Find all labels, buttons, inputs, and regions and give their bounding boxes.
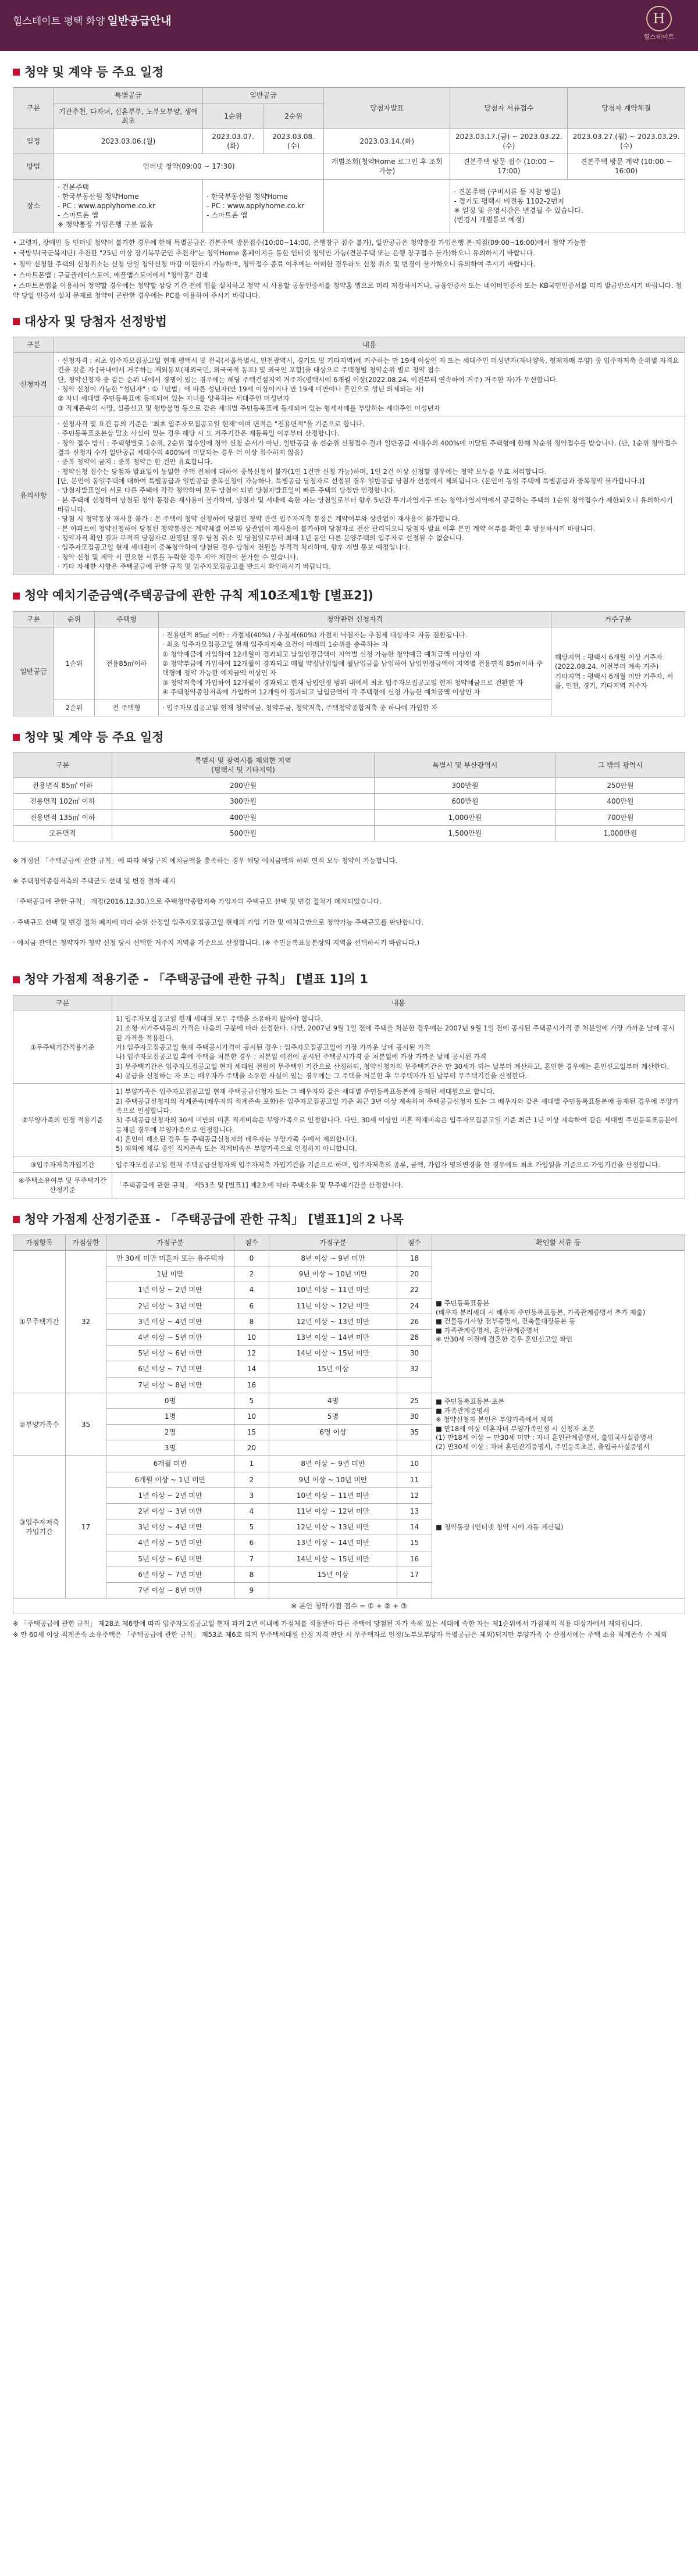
score-range-cell: 8년 이상 ~ 9년 미만 (269, 1456, 397, 1472)
score-points-cell (397, 1377, 432, 1393)
score-range-cell: 4명 (269, 1393, 397, 1408)
score-points-cell: 24 (397, 1298, 432, 1314)
score-points-cell: 11 (397, 1472, 432, 1487)
score-points-cell: 2 (234, 1266, 269, 1282)
score-points-cell: 20 (234, 1440, 269, 1456)
score-range-cell: 7년 이상 ~ 8년 미만 (106, 1582, 234, 1598)
table-row: ④주택소유여부 및 무주택기간 산정기준 「주택공급에 관한 규칙」 제53조 및 [별표1] 제2호에 따라 주택소유 및 무주택기간을 산정합니다. (13, 1172, 685, 1198)
bullet-square-icon (13, 1216, 20, 1223)
score-criteria-table: 구분 내용 ①무주택기간적용기준 1) 입주자모집공고일 현재 세대원 모두 주택을 소유하지 않아야 합니다. 2) 소형·저가주택등의 가격은 다음의 구분에 따라 산정한다. 다만, 2007년 9월 1일 전에 주택을 처분한 경우에는 2007년 9월 1일 전에 공시된 주택공시가격 중 처분일에 가장 가까운 날에 공시된 가격을 적용한다. 가) 입주자모집공고일 현재 주택공시가격이 공시된 경우 : 입주자모집공고일에 가장 가까운 날에 공시된 가격 나) 입주자모집공고일 후에 주택을 처분한 경우 : 처분일 이전에 공시된 주택공시가격 중 처분일에 가장 가까운 날에 공시된 가격 3) 무주택기간은 입주자모집공고일 현재 세대원 전원이 무주택인 기간으로 산정하되, 청약신청자의 무주택기간은 만 30세가 되는 날부터 계산하고, 혼인한 경우에는 혼인신고일부터 계산한다. 4) 공급을 신청하는 자 또는 배우자가 주택을 소유한 사실이 있는 경우에는 그 주택을 처분한 후 무주택자가 된 날부터 무주택기간을 산정한다. ②부양가족의 인정 적용기준 1) 부양가족은 입주자모집공고일 현재 주택공급신청자 또는 그 배우자와 같은 세대별 주민등록표등본에 등재된 세대원으로 합니다. 2) 주택공급신청자의 직계존속(배우자의 직계존속 포함)은 입주자모집공고일 기준 최근 3년 이상 계속하여 주택공급신청자 또는 그 배우자와 같은 세대별 주민등록표등본에 등재된 경우에 부양가족으로 인정합니다. 3) 주택공급신청자의 30세 미만의 미혼 직계비속은 부양가족으로 인정합니다. 다만, 30세 이상인 미혼 직계비속은 입주자모집공고일 기준 최근 1년 이상 계속하여 같은 세대별 주민등록표등본에 등재된 경우에 부양가족으로 인정합니다. 4) 혼인이 해소된 경우 등 주택공급신청자의 배우자는 부양가족 수에서 제외합니다. 5) 해외에 체류 중인 직계존속 또는 직계비속은 부양가족으로 인정하지 아니합니다. ③입주자저축가입기간 입주자모집공고일 현재 주택공급신청자의 입주자저축 가입기간을 기준으로 하며, 입주자저축의 종류, 금액, 가입자 명의변경을 한 경우에도 최초 가입일을 기준으로 가입기간을 산정합니다. ④주택소유여부 및 무주택기간 산정기준 「주택공급에 관한 규칙」 제53조 및 [별표1] 제2호에 따라 주택소유 및 무주택기간을 산정합니다. (13, 995, 685, 1198)
score-points-cell: 12 (397, 1487, 432, 1503)
bullet-square-icon (13, 734, 20, 741)
score-docs-cell: ■ 주민등록표등본·초본 ■ 가족관계증명서 ※ 청약신청자 본인은 부양가족에서 제외 ■ 만18세 이상 미혼자녀 부양가족인정 시 신청자 초본 (1) 만18세 이상 ~ 만30세 미만 : 자녀 혼인관계증명서, 출입국사실증명서 (2) 만30세 이상 : 자녀 혼인관계증명서, 주민등록초본, 출입국사실증명서 (432, 1393, 685, 1456)
notes: ※ 개정된 「주택공급에 관한 규칙」에 따라 해당구의 예치금액을 충족하는 경우 해당 예치금액의 하위 면적 모두 청약이 가능합니다. ※ 주택청약종합저축의 주택군도 선택 및 변경 절차 폐지 「주택공급에 관한 규칙」 개정(2016.12.30.)으로 주택청약종합저축 가입자의 주택규모 선택 및 변경 절차가 폐지되었습니다. · 주택규모 선택 및 변경 절차 폐지에 따라 순위 산정일 입주자모집공고일 현재의 가입 기간 및 예치금만으로 청약가능 주택규모를 판단합니다. · 예치금 잔액은 청약자가 청약 신청 당시 선택한 거주지 지역을 기준으로 산정합니다. (※ 주민등록표등본상의 지역을 선택하시기 바랍니다.) (13, 856, 424, 947)
score-points-cell: 26 (397, 1314, 432, 1329)
section-schedule (0, 64, 698, 301)
score-item-max: 32 (66, 1251, 106, 1393)
score-points-cell (397, 1440, 432, 1456)
score-points-cell: 8 (234, 1314, 269, 1329)
section-eligibility (0, 313, 698, 575)
section-title: 청약 및 계약 등 주요 일정 (24, 65, 164, 79)
score-range-cell: 1년 미만 (106, 1266, 234, 1282)
score-points-cell: 6 (234, 1298, 269, 1314)
score-item-label: ①무주택기간 (13, 1251, 66, 1393)
score-range-cell: 10년 이상 ~ 11년 미만 (269, 1282, 397, 1298)
section-score-table (0, 1211, 698, 1640)
score-docs-cell: ■ 주민등록표등본 (배우자 분리세대 시 배우자 주민등록표등본, 가족관계증명서 추가 제출) ■ 건물등기사항 전부증명서, 건축물대장등본 등 ■ 가족관계증명서, 혼인관계증명서 ※ 만30세 이전에 결혼한 경우 혼인신고일 확인 (432, 1251, 685, 1393)
logo-name: 힐스테이트 (643, 33, 675, 41)
score-points-cell: 16 (234, 1377, 269, 1393)
table-row: 전용면적 85㎡ 이하 200만원 300만원 250만원 (13, 778, 685, 794)
score-points-cell: 14 (234, 1361, 269, 1377)
score-points-cell: 12 (234, 1346, 269, 1361)
table-row: 일정 2023.03.06.(월) 2023.03.07.(화) 2023.03.08.(수) 2023.03.14.(화) 2023.03.17.(금) ~ 2023.03.22.(수) 2023.03.27.(월) ~ 2023.03.29.(수) (13, 129, 685, 154)
score-points-cell: 3 (234, 1487, 269, 1503)
score-range-cell: 1년 이상 ~ 2년 미만 (106, 1487, 234, 1503)
score-range-cell: 5년 이상 ~ 6년 미만 (106, 1551, 234, 1567)
table-row: 전용면적 102㎡ 이하 300만원 600만원 400만원 (13, 794, 685, 809)
table-row: 유의사항 · 신청자격 및 요건 등의 기준은 "최초 입주자모집공고일 현재"이며 면적은 "전용면적"을 기준으로 합니다. · 주민등록표초본상 말소 사실이 있는 경우 해당 시 도 거주기간은 재등록일 이후부터 산정합니다. · 청약 접수 방식 : 주택형별로 1순위, 2순위 접수일에 청약 신청 순서가 아닌, 일반공급 총 선순위 신청접수 결과 일반공급 세대수의 400%에 미달된 주택형에 한해 차순위 청약접수를 받습니다. (단, 1순위 청약접수 결과 신청자 수가 일반공급 세대수의 400%에 미달되는 경우 더 이상 접수하지 않음) · 중복 청약이 금지 : 중복 청약은 한 건만 유효합니다. · 청약신청 접수는 당첨자 발표일이 동일한 주택 전체에 대하여 중복신청이 불가(1인 1건만 신청 가능)하며, 1인 2건 이상 신청할 경우에는 청약 모두를 무효 처리합니다. [단, 본인이 동일주택에 대하여 특별공급과 일반공급 중복신청이 가능하나, 특별공급 당첨자로 선정될 경우 일반공급 당첨자 선정에서 제외됩니다. (본인이 동일 주택에 특별공급과 중복청약 불가합니다.)] · 당첨자발표일이 서로 다른 주택에 각각 청약하여 모두 당첨이 되면 당첨자발표일이 빠른 주택의 당첨만 인정합니다. · 본 주택에 신청하여 당첨된 청약 통장은 재사용이 불가하며, 당첨자 및 세대에 속한 자는 당첨일로부터 향후 5년간 투기과열지구 또는 청약과열지역에서 공급하는 주택의 1순위 청약접수가 제한되오니 유의하시기 바랍니다. · 당첨 시 청약통장 재사용 불가 : 본 주택에 청약 신청하여 당첨된 청약 관련 입주자저축 통장은 계약여부와 상관없이 재사용이 불가합니다. · 본 아파트에 청약신청하여 당첨된 청약통장은 계약체결 여부와 상관없이 재사용이 불가하며 당첨자로 전산 관리되오니 당첨자 발표 이후 본인 계약 여부를 확인 후 방문하시기 바랍니다. · 청약자격 확인 결과 부적격 당첨자로 판명된 경우 당첨 취소 및 당첨일로부터 최대 1년 동안 다른 분양주택의 입주자로 선정될 수 없습니다. · 입주자모집공고일 현재 세대원이 중복청약하여 당첨된 경우 당첨자 전원을 부적격 처리하며, 향후 개별 통보 예정입니다. · 청약 신청 및 계약 시 필요한 서류를 누락한 경우 계약 체결이 불가할 수 있습니다. · 기타 자세한 사항은 주택공급에 관한 규칙 및 입주자모집공고를 반드시 확인하시기 바랍니다. (13, 416, 685, 575)
score-range-cell: 1명 (106, 1408, 234, 1424)
score-range-cell: 15년 이상 (269, 1567, 397, 1582)
score-range-cell: 13년 이상 ~ 14년 미만 (269, 1329, 397, 1345)
section-title: 청약 예치기준금액(주택공급에 관한 규칙 제10조제1항 [별표2]) (24, 588, 373, 603)
score-range-cell: 4년 이상 ~ 5년 미만 (106, 1535, 234, 1551)
score-range-cell (269, 1440, 397, 1456)
table-row: 일반공급 1순위 전용85㎡이하 · 전용면적 85㎡ 이하 : 가점제(40%) / 추첨제(60%) 가점제 낙첨자는 추첨제 대상자로 자동 전환됩니다. · 최초 입주자모집공고일 현재 입주자저축 요건이 아래의 1순위를 충족하는 자 ① 청약예금에 가입하여 12개월이 경과되고 납입인정금액이 지역별 신청 가능한 청약예금 예치금액 이상인 자 ② 청약부금에 가입하여 12개월이 경과되고 매월 약정납입일에 월납입금을 납입하여 납입인정금액이 지역별 전용면적 85㎡이하 주택형에 청약 가능한 예치금액 이상인 자 ③ 청약저축에 가입하여 12개월이 경과되고 현재 납입인정 범위 내에서 최초 입주자모집공고일 현재 청약예금으로 전환한 자 ④ 주택청약종합저축에 가입하여 12개월이 경과되고 납입금액이 각 주택형에 신청 가능한 예치금액 이상인 자 해당지역 : 평택시 6개월 이상 거주자(2022.08.24. 이전부터 계속 거주) 기타지역 : 평택시 6개월 미만 거주자, 서울, 인천, 경기, 기타지역 거주자 (13, 627, 685, 700)
deposit-table: 구분 순위 주택형 청약관련 신청자격 거주구분 일반공급 1순위 전용85㎡이하 · 전용면적 85㎡ 이하 : 가점제(40%) / 추첨제(60%) 가점제 낙첨자는 추첨제 대상자로 자동 전환됩니다. · 최초 입주자모집공고일 현재 입주자저축 요건이 아래의 1순위를 충족하는 자 ① 청약예금에 가입하여 12개월이 경과되고 납입인정금액이 지역별 신청 가능한 청약예금 예치금액 이상인 자 ② 청약부금에 가입하여 12개월이 경과되고 매월 약정납입일에 월납입금을 납입하여 납입인정금액이 지역별 전용면적 85㎡이하 주택형에 청약 가능한 예치금액 이상인 자 ③ 청약저축에 가입하여 12개월이 경과되고 현재 납입인정 범위 내에서 최초 입주자모집공고일 현재 청약예금으로 전환한 자 ④ 주택청약종합저축에 가입하여 12개월이 경과되고 납입금액이 각 주택형에 신청 가능한 예치금액 이상인 자 해당지역 : 평택시 6개월 이상 거주자(2022.08.24. 이전부터 계속 거주) 기타지역 : 평택시 6개월 미만 거주자, 서울, 인천, 경기, 기타지역 거주자 2순위 전 주택형 · 입주자모집공고일 현재 청약예금, 청약부금, 청약저축, 주택청약종합저축 중 하나에 가입한 자 (13, 611, 685, 716)
score-range-cell: 11년 이상 ~ 12년 미만 (269, 1298, 397, 1314)
score-points-cell: 8 (234, 1567, 269, 1582)
score-range-cell: 11년 이상 ~ 12년 미만 (269, 1504, 397, 1519)
table-row: 방법 인터넷 청약(09:00 ~ 17:30) 개별조회(청약Home 로그인 후 조회 가능) 견본주택 방문 접수 (10:00 ~ 17:00) 견본주택 방문 계약 (10:00 ~ 16:00) (13, 154, 685, 179)
score-points-cell: 5 (234, 1519, 269, 1535)
score-points-cell: 15 (397, 1535, 432, 1551)
score-range-cell: 13년 이상 ~ 14년 미만 (269, 1535, 397, 1551)
score-range-cell: 5년 이상 ~ 6년 미만 (106, 1346, 234, 1361)
score-points-cell: 18 (397, 1251, 432, 1266)
score-table-body (13, 1251, 685, 1599)
score-item-label: ②부양가족수 (13, 1393, 66, 1456)
score-points-cell: 30 (397, 1346, 432, 1361)
score-points-cell: 32 (397, 1361, 432, 1377)
score-points-cell: 4 (234, 1504, 269, 1519)
score-points-cell: 9 (234, 1582, 269, 1598)
score-item-max: 35 (66, 1393, 106, 1456)
table-row: ②부양가족의 인정 적용기준 1) 부양가족은 입주자모집공고일 현재 주택공급신청자 또는 그 배우자와 같은 세대별 주민등록표등본에 등재된 세대원으로 합니다. 2) 주택공급신청자의 직계존속(배우자의 직계존속 포함)은 입주자모집공고일 기준 최근 3년 이상 계속하여 주택공급신청자 또는 그 배우자와 같은 세대별 주민등록표등본에 등재된 경우에 부양가족으로 인정합니다. 3) 주택공급신청자의 30세 미만의 미혼 직계비속은 부양가족으로 인정합니다. 다만, 30세 이상인 미혼 직계비속은 입주자모집공고일 기준 최근 1년 이상 계속하여 같은 세대별 주민등록표등본에 등재된 경우에 부양가족으로 인정합니다. 4) 혼인이 해소된 경우 등 주택공급신청자의 배우자는 부양가족 수에서 제외합니다. 5) 해외에 체류 중인 직계존속 또는 직계비속은 부양가족으로 인정하지 아니합니다. (13, 1084, 685, 1157)
header-title: 일반공급안내 (107, 15, 172, 27)
score-range-cell: 6년 이상 ~ 7년 미만 (106, 1567, 234, 1582)
table-row: 신청자격 · 신청자격 : 최초 입주자모집공고일 현재 평택시 및 전국(서울특별시, 인천광역시, 경기도 및 기타지역)에 거주하는 만 19세 이상인 자 또는 세대주인 미성년자(자녀양육, 형제자매 부양) 중 입주자저축 순위별 자격요건을 갖춘 자 [국내에서 거주하는 재외동포(재외국민, 외국국적 동포) 및 외국인 포함]을 대상으로 주택형별 청약순위 별로 청약 접수 단, 청약신청자 중 같은 순위 내에서 경쟁이 있는 경우에는 해당 주택건설지역 거주자(평택시에 6개월 이상(2022.08.24. 이전부터 연속하여 거주) 거주한 자)가 우선합니다. · 청약 신청이 가능한 "성년자" : ①「민법」에 따른 성년자(만 19세 이상이거나 만 19세 미만이나 혼인으로 성년 의제되는 자) ② 자녀 세대별 주민등록표에 등재되어 있는 자녀를 양육하는 세대주인 미성년자 ③ 직계존속의 사망, 실종선고 및 행방불명 등으로 같은 세대별 주민등록표에 등재되어 있는 형제자매를 부양하는 세대주인 미성년자 (13, 353, 685, 416)
score-points-cell: 0 (234, 1251, 269, 1266)
score-range-cell: 12년 이상 ~ 13년 미만 (269, 1519, 397, 1535)
notes: • 고령자, 장애인 등 인터넷 청약이 불가한 경우에 한해 특별공급은 견본주택 방문접수(10:00~14:00, 은행창구 접수 불가), 일반공급은 청약통장 가입은행 본·지점(09:00~16:00)에서 청약 가능함 • 국방부(국군복지단) 추천한 "25년 이상 장기복무군인 추천자"는 청약Home 홈페이지를 통한 인터넷 청약만 가능(견본주택 또는 은행 창구접수 불가)하오니 유의하시기 바랍니다. • 청약 신청한 주택의 신청취소는 신청 당일 청약신청 마감 이전까지 가능하며, 청약접수 종료 이후에는 어떠한 경우라도 신청 취소 및 변경이 불가하오니 유의하여 주시기 바랍니다. • 스마트폰앱 : 구글플레이스토어, 애플앱스토어에서 "청약홈" 검색 • 스마트폰앱을 이용하여 청약할 경우에는 청약할 상당 기간 전에 앱을 설치하고 청약 시 사용할 공동인증서를 청약홈 앱으로 미리 저장하시거나, 금융인증서 또는 네이버인증서 또는 KB국민인증서를 미리 발급받으시기 바랍니다. 청약 당일 인증서 설치 문제로 청약이 곤란한 경우에는 PC를 이용하여 주시기 바랍니다. (13, 238, 682, 299)
score-range-cell (269, 1582, 397, 1598)
score-points-cell: 35 (397, 1425, 432, 1440)
score-range-cell: 2명 (106, 1425, 234, 1440)
logo-mark-icon: H (646, 6, 672, 31)
brand-logo (633, 6, 685, 42)
schedule-table: 구분 특별공급 일반공급 당첨자발표 당첨자 서류접수 당첨자 계약체결 기관추천, 다자녀, 신혼부부, 노부모부양, 생애최초 1순위 2순위 일정 2023.03.06.(월) 2023.03.07.(화) 2023.03.08.(수) 2023.03.14.(화) 2023.03.17.(금) ~ 2023.03.22.(수) 2023.03.27.(월) ~ 2023.03.29.(수) 방법 인터넷 청약(09:00 ~ 17:30) 개별조회(청약Home 로그인 후 조회 가능) 견본주택 방문 접수 (10:00 ~ 17:00) 견본주택 방문 계약 (10:00 ~ 16:00) 장소 · 견본주택 · 한국부동산원 청약Home - PC : www.applyhome.co.kr - 스마트폰 앱 ※ 청약통장 가입은행 구분 없음 · 한국부동산원 청약Home - PC : www.applyhome.co.kr - 스마트폰 앱 · 견본주택 (구비서류 등 지참 방문) - 경기도 평택시 비전동 1102-2번지 ※ 일정 및 운영시간은 변경될 수 있습니다. (변경시 개별통보 예정) (13, 87, 685, 233)
score-points-cell: 22 (397, 1282, 432, 1298)
score-range-cell: 8년 이상 ~ 9년 미만 (269, 1251, 397, 1266)
score-range-cell: 2년 이상 ~ 3년 미만 (106, 1298, 234, 1314)
score-points-cell: 15 (234, 1425, 269, 1440)
section-deposit-amount (0, 729, 698, 959)
score-range-cell: 7년 이상 ~ 8년 미만 (106, 1377, 234, 1393)
score-points-cell: 2 (234, 1472, 269, 1487)
score-points-cell: 28 (397, 1329, 432, 1345)
section-title: 청약 가점제 적용기준 - 「주택공급에 관한 규칙」 [별표 1]의 1 (24, 972, 368, 987)
score-range-cell: 4년 이상 ~ 5년 미만 (106, 1329, 234, 1345)
score-points-cell: 20 (397, 1266, 432, 1282)
section-deposit (0, 587, 698, 716)
table-row: 장소 · 견본주택 · 한국부동산원 청약Home - PC : www.applyhome.co.kr - 스마트폰 앱 ※ 청약통장 가입은행 구분 없음 · 한국부동산원 청약Home - PC : www.applyhome.co.kr - 스마트폰 앱 · 견본주택 (구비서류 등 지참 방문) - 경기도 평택시 비전동 1102-2번지 ※ 일정 및 운영시간은 변경될 수 있습니다. (변경시 개별통보 예정) (13, 179, 685, 233)
deposit-amount-table: 구분 특별시 및 광역시를 제외한 지역 (평택시 및 기타지역) 특별시 및 부산광역시 그 밖의 광역시 전용면적 85㎡ 이하 200만원 300만원 250만원 전용면적 102㎡ 이하 300만원 600만원 400만원 전용면적 135㎡ 이하 400만원 1,000만원 700만원 모든면적 500만원 1,500만원 1,000만원 (13, 752, 685, 841)
section-score-criteria (0, 971, 698, 1198)
score-range-cell: 9년 이상 ~ 10년 미만 (269, 1266, 397, 1282)
table-row (13, 1251, 685, 1266)
table-row: ①무주택기간적용기준 1) 입주자모집공고일 현재 세대원 모두 주택을 소유하지 않아야 합니다. 2) 소형·저가주택등의 가격은 다음의 구분에 따라 산정한다. 다만, 2007년 9월 1일 전에 주택을 처분한 경우에는 2007년 9월 1일 전에 공시된 주택공시가격 중 처분일에 가장 가까운 날에 공시된 가격을 적용한다. 가) 입주자모집공고일 현재 주택공시가격이 공시된 경우 : 입주자모집공고일에 가장 가까운 날에 공시된 가격 나) 입주자모집공고일 후에 주택을 처분한 경우 : 처분일 이전에 공시된 주택공시가격 중 처분일에 가장 가까운 날에 공시된 가격 3) 무주택기간은 입주자모집공고일 현재 세대원 전원이 무주택인 기간으로 산정하되, 청약신청자의 무주택기간은 만 30세가 되는 날부터 계산하고, 혼인한 경우에는 혼인신고일부터 계산한다. 4) 공급을 신청하는 자 또는 배우자가 주택을 소유한 사실이 있는 경우에는 그 주택을 처분한 후 무주택자가 된 날부터 무주택기간을 산정한다. (13, 1011, 685, 1083)
score-range-cell: 15년 이상 (269, 1361, 397, 1377)
score-points-cell: 25 (397, 1393, 432, 1408)
score-range-cell: 3년 이상 ~ 4년 미만 (106, 1519, 234, 1535)
table-row: 2순위 전 주택형 · 입주자모집공고일 현재 청약예금, 청약부금, 청약저축, 주택청약종합저축 중 하나에 가입한 자 (13, 700, 685, 716)
score-item-label: ③입주자저축가입기간 (13, 1456, 66, 1599)
bullet-square-icon (13, 69, 20, 76)
score-range-cell (269, 1377, 397, 1393)
table-row (13, 1393, 685, 1408)
table-row: 전용면적 135㎡ 이하 400만원 1,000만원 700만원 (13, 809, 685, 825)
score-range-cell: 9년 이상 ~ 10년 미만 (269, 1472, 397, 1487)
score-points-cell: 7 (234, 1551, 269, 1567)
score-range-cell: 6개월 미만 (106, 1456, 234, 1472)
bullet-square-icon (13, 976, 20, 983)
page-header (0, 0, 698, 51)
score-points-cell (397, 1582, 432, 1598)
section-title: 대상자 및 당첨자 선정방법 (24, 314, 168, 329)
score-range-cell: 3년 이상 ~ 4년 미만 (106, 1314, 234, 1329)
score-range-cell: 2년 이상 ~ 3년 미만 (106, 1504, 234, 1519)
score-range-cell: 3명 (106, 1440, 234, 1456)
table-row (13, 1456, 685, 1472)
score-points-cell: 17 (397, 1567, 432, 1582)
score-range-cell: 14년 이상 ~ 15년 미만 (269, 1551, 397, 1567)
brand-name: 힐스테이트 평택 화양 (13, 16, 105, 27)
section-title: 청약 가점제 산정기준표 - 「주택공급에 관한 규칙」 [별표1]의 2 나목 (24, 1212, 404, 1226)
table-row: ③입주자저축가입기간 입주자모집공고일 현재 주택공급신청자의 입주자저축 가입기간을 기준으로 하며, 입주자저축의 종류, 금액, 가입자 명의변경을 한 경우에도 최초 가입일을 기준으로 가입기간을 산정합니다. (13, 1157, 685, 1172)
score-docs-cell: ■ 청약통장 (인터넷 청약 시에 자동 계산됨) (432, 1456, 685, 1599)
score-item-max: 17 (66, 1456, 106, 1599)
score-range-cell: 1년 이상 ~ 2년 미만 (106, 1282, 234, 1298)
score-points-cell: 10 (234, 1329, 269, 1345)
score-points-cell: 10 (397, 1456, 432, 1472)
score-range-cell: 10년 이상 ~ 11년 미만 (269, 1487, 397, 1503)
score-points-cell: 14 (397, 1519, 432, 1535)
score-range-cell: 0명 (106, 1393, 234, 1408)
score-range-cell: 만 30세 미만 미혼자 또는 유주택자 (106, 1251, 234, 1266)
section-title: 청약 및 계약 등 주요 일정 (24, 730, 164, 744)
bullet-square-icon (13, 593, 20, 600)
notes: ※ 「주택공급에 관한 규칙」 제28조 제6항에 따라 입주자모집공고일 현재 과거 2년 이내에 가점제를 적용받아 다른 주택에 당첨된 자가 속해 있는 세대에 속한 자는 제1순위에서 가점제의 적용 대상자에서 제외됩니다. ※ 만 60세 이상 직계존속 소유주택은 「주택공급에 관한 규칙」 제53조 제6호 의거 무주택세대원 산정 지격 판단 시 무주택자로 인정(노부모부양자 특별공급은 제외)되지만 부양가족 수 산정시에는 주택 소유 직계존속 수 제외 (13, 1619, 667, 1639)
score-range-cell: 6개월 이상 ~ 1년 미만 (106, 1472, 234, 1487)
eligibility-table: 구분 내용 신청자격 · 신청자격 : 최초 입주자모집공고일 현재 평택시 및 전국(서울특별시, 인천광역시, 경기도 및 기타지역)에 거주하는 만 19세 이상인 자 또는 세대주인 미성년자(자녀양육, 형제자매 부양) 중 입주자저축 순위별 자격요건을 갖춘 자 [국내에서 거주하는 재외동포(재외국민, 외국국적 동포) 및 외국인 포함]을 대상으로 주택형별 청약순위 별로 청약 접수 단, 청약신청자 중 같은 순위 내에서 경쟁이 있는 경우에는 해당 주택건설지역 거주자(평택시에 6개월 이상(2022.08.24. 이전부터 연속하여 거주) 거주한 자)가 우선합니다. · 청약 신청이 가능한 "성년자" : ①「민법」에 따른 성년자(만 19세 이상이거나 만 19세 미만이나 혼인으로 성년 의제되는 자) ② 자녀 세대별 주민등록표에 등재되어 있는 자녀를 양육하는 세대주인 미성년자 ③ 직계존속의 사망, 실종선고 및 행방불명 등으로 같은 세대별 주민등록표에 등재되어 있는 형제자매를 부양하는 세대주인 미성년자 유의사항 · 신청자격 및 요건 등의 기준은 "최초 입주자모집공고일 현재"이며 면적은 "전용면적"을 기준으로 합니다. · 주민등록표초본상 말소 사실이 있는 경우 해당 시 도 거주기간은 재등록일 이후부터 산정합니다. · 청약 접수 방식 : 주택형별로 1순위, 2순위 접수일에 청약 신청 순서가 아닌, 일반공급 총 선순위 신청접수 결과 일반공급 세대수의 400%에 미달된 주택형에 한해 차순위 청약접수를 받습니다. (단, 1순위 청약접수 결과 신청자 수가 일반공급 세대수의 400%에 미달되는 경우 더 이상 접수하지 않음) · 중복 청약이 금지 : 중복 청약은 한 건만 유효합니다. · 청약신청 접수는 당첨자 발표일이 동일한 주택 전체에 대하여 중복신청이 불가(1인 1건만 신청 가능)하며, 1인 2건 이상 신청할 경우에는 청약 모두를 무효 처리합니다. [단, 본인이 동일주택에 대하여 특별공급과 일반공급 중복신청이 가능하나, 특별공급 당첨자로 선정될 경우 일반공급 당첨자 선정에서 제외됩니다. (본인이 동일 주택에 특별공급과 중복청약 불가합니다.)] · 당첨자발표일이 서로 다른 주택에 각각 청약하여 모두 당첨이 되면 당첨자발표일이 빠른 주택의 당첨만 인정합니다. · 본 주택에 신청하여 당첨된 청약 통장은 재사용이 불가하며, 당첨자 및 세대에 속한 자는 당첨일로부터 향후 5년간 투기과열지구 또는 청약과열지역에서 공급하는 주택의 1순위 청약접수가 제한되오니 유의하시기 바랍니다. · 당첨 시 청약통장 재사용 불가 : 본 주택에 청약 신청하여 당첨된 청약 관련 입주자저축 통장은 계약여부와 상관없이 재사용이 불가합니다. · 본 아파트에 청약신청하여 당첨된 청약통장은 계약체결 여부와 상관없이 재사용이 불가하며 당첨자로 전산 관리되오니 당첨자 발표 이후 본인 계약 여부를 확인 후 방문하시기 바랍니다. · 청약자격 확인 결과 부적격 당첨자로 판명된 경우 당첨 취소 및 당첨일로부터 최대 1년 동안 다른 분양주택의 입주자로 선정될 수 없습니다. · 입주자모집공고일 현재 세대원이 중복청약하여 당첨된 경우 당첨자 전원을 부적격 처리하며, 향후 개별 통보 예정입니다. · 청약 신청 및 계약 시 필요한 서류를 누락한 경우 계약 체결이 불가할 수 있습니다. · 기타 자세한 사항은 주택공급에 관한 규칙 및 입주자모집공고를 반드시 확인하시기 바랍니다. (13, 337, 685, 575)
score-points-cell: 5 (234, 1393, 269, 1408)
score-points-cell: 1 (234, 1456, 269, 1472)
score-range-cell: 12년 이상 ~ 13년 미만 (269, 1314, 397, 1329)
score-range-cell: 6명 이상 (269, 1425, 397, 1440)
score-points-cell: 16 (397, 1551, 432, 1567)
score-range-cell: 5명 (269, 1408, 397, 1424)
score-points-cell: 30 (397, 1408, 432, 1424)
score-total-note: ※ 본인 청약가점 점수 = ① + ② + ③ (13, 1599, 685, 1614)
score-range-cell: 6년 이상 ~ 7년 미만 (106, 1361, 234, 1377)
score-range-cell: 14년 이상 ~ 15년 미만 (269, 1346, 397, 1361)
score-table: 가점항목 가점상한 가점구분 점수 가점구분 점수 확인할 서류 등 ①무주택기간 32 만 30세 미만 미혼자 또는 유주택자 0 8년 이상 ~ 9년 미만 18 ■ 주민등록표등본 (배우자 분리세대 시 배우자 주민등록표등본, 가족관계증명서 추가 제출) ■ 건물등기사항 전부증명서, 건축물대장등본 등 ■ 가족관계증명서, 혼인관계증명서 ※ 만30세 이전에 결혼한 경우 혼인신고일 확인 1년 미만 2 9년 이상 ~ 10년 미만 20 1년 이상 ~ 2년 미만 4 10년 이상 ~ 11년 미만 22 2년 이상 ~ 3년 미만 6 11년 이상 ~ 12년 미만 24 3년 이상 ~ 4년 미만 8 12년 이상 ~ 13년 미만 26 4년 이상 ~ 5년 미만 10 13년 이상 ~ 14년 미만 28 5년 이상 ~ 6년 미만 12 14년 이상 ~ 15년 미만 30 6년 이상 ~ 7년 미만 14 15년 이상 32 7년 이상 ~ 8년 미만 16 ②부양가족수 35 0명 5 4명 25 ■ 주민등록표등본·초본 ■ 가족관계증명서 ※ 청약신청자 본인은 부양가족에서 제외 ■ 만18세 이상 미혼자녀 부양가족인정 시 신청자 초본 (1) 만18세 이상 ~ 만30세 미만 : 자녀 혼인관계증명서, 출입국사실증명서 (2) 만30세 이상 : 자녀 혼인관계증명서, 주민등록초본, 출입국사실증명서 1명 10 5명 30 2명 15 6명 이상 35 3명 20 ③입주자저축가입기간 17 6개월 미만 1 8년 이상 ~ 9년 미만 10 ■ 청약통장 (인터넷 청약 시에 자동 계산됨) 6개월 이상 ~ 1년 미만 2 9년 이상 ~ 10년 미만 11 1년 이상 ~ 2년 미만 3 10년 이상 ~ 11년 미만 12 2년 이상 ~ 3년 미만 4 11년 이상 ~ 12년 미만 13 3년 이상 ~ 4년 미만 5 12년 이상 ~ 13년 미만 14 4년 이상 ~ 5년 미만 6 13년 이상 ~ 14년 미만 15 5년 이상 ~ 6년 미만 7 14년 이상 ~ 15년 미만 16 6년 이상 ~ 7년 미만 8 15년 이상 17 7년 이상 ~ 8년 미만 9 ※ 본인 청약가점 점수 = ① + ② + ③ (13, 1235, 685, 1615)
score-points-cell: 6 (234, 1535, 269, 1551)
score-points-cell: 4 (234, 1282, 269, 1298)
score-points-cell: 13 (397, 1504, 432, 1519)
score-points-cell: 10 (234, 1408, 269, 1424)
bullet-square-icon (13, 318, 20, 325)
table-row: 모든면적 500만원 1,500만원 1,000만원 (13, 825, 685, 841)
